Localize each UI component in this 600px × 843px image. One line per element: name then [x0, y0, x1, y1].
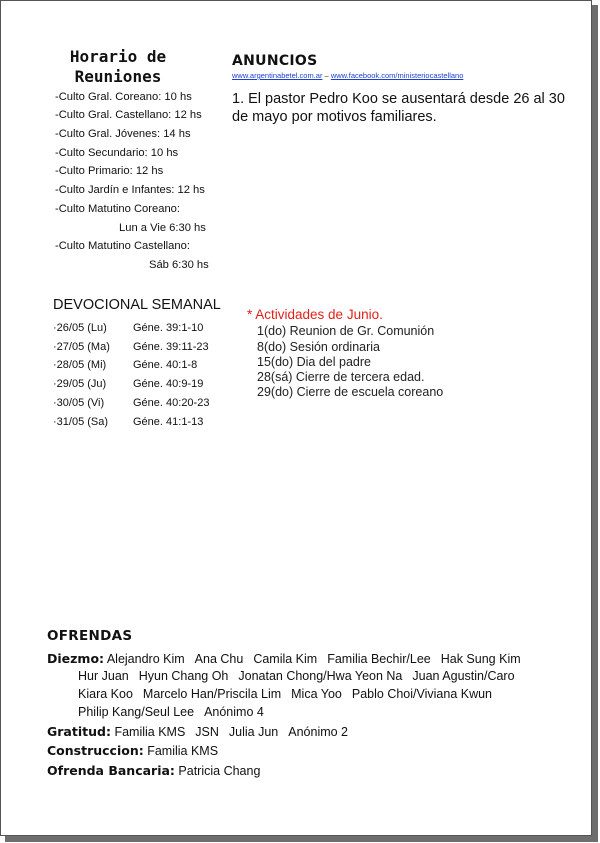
- devotional-title: DEVOCIONAL SEMANAL: [53, 297, 221, 313]
- activity-item: 8(do) Sesión ordinaria: [257, 340, 380, 354]
- devotional-date: ·29/05 (Ju): [53, 378, 107, 390]
- schedule-item: -Culto Matutino Castellano:: [55, 240, 190, 252]
- bancaria-line: [47, 763, 567, 778]
- offerings-title: OFRENDAS: [47, 628, 133, 644]
- donor-name: Hak Sung Kim: [440, 652, 521, 666]
- schedule-item: -Culto Matutino Coreano:: [55, 203, 180, 215]
- donor-name: Anónimo 4: [204, 705, 264, 719]
- schedule-item: -Culto Gral. Castellano: 12 hs: [55, 109, 202, 121]
- donor-name: Alejandro Kim: [106, 652, 185, 666]
- schedule-title-line2: Reuniones: [74, 67, 162, 86]
- donor-name: Mica Yoo: [291, 687, 342, 701]
- schedule-item: Lun a Vie 6:30 hs: [119, 222, 206, 234]
- schedule-title-line1: Horario de: [69, 47, 167, 66]
- gratitud-label: Gratitud:: [47, 724, 111, 739]
- donor-name: Philip Kang/Seul Lee: [78, 705, 195, 719]
- activity-item: 1(do) Reunion de Gr. Comunión: [257, 324, 435, 338]
- donor-name: Juan Agustin/Caro: [412, 669, 515, 683]
- diezmo-line: [47, 651, 567, 666]
- devotional-ref: Géne. 39:11-23: [133, 341, 209, 353]
- schedule-item: Sáb 6:30 hs: [149, 259, 209, 271]
- donor-name: Hur Juan: [78, 669, 129, 683]
- devotional-ref: Géne. 40:1-8: [133, 359, 198, 371]
- gratitud-line: [47, 724, 567, 739]
- link-separator: –: [322, 71, 331, 80]
- donor-name: Camila Kim: [253, 652, 318, 666]
- announcement-links: [232, 71, 463, 80]
- donor-name: Julia Jun: [228, 725, 279, 739]
- diezmo-line: [78, 669, 598, 683]
- devotional-date: ·27/05 (Ma): [53, 341, 110, 353]
- devotional-date: ·26/05 (Lu): [53, 322, 107, 334]
- donor-name: Hyun Chang Oh: [138, 669, 229, 683]
- page-shadow-bottom: [5, 836, 598, 842]
- activity-item: 29(do) Cierre de escuela coreano: [257, 385, 444, 399]
- donor-name: Kiara Koo: [78, 687, 133, 701]
- devotional-date: ·31/05 (Sa): [53, 416, 109, 428]
- donor-name: JSN: [195, 725, 219, 739]
- donor-name: Patricia Chang: [178, 764, 261, 778]
- website-link[interactable]: www.argentinabetel.com.ar: [232, 71, 323, 80]
- schedule-item: -Culto Jardín e Infantes: 12 hs: [55, 184, 205, 196]
- devotional-date: ·28/05 (Mi): [53, 359, 107, 371]
- donor-name: Familia Bechir/Lee: [327, 652, 431, 666]
- schedule-item: -Culto Primario: 12 hs: [55, 165, 164, 177]
- diezmo-line: [78, 705, 598, 719]
- diezmo-line: [78, 687, 598, 701]
- announcement-item: 1. El pastor Pedro Koo se ausentará desde 26 al 30 de mayo por motivos familiares.: [232, 91, 565, 125]
- devotional-ref: Géne. 40:20-23: [133, 397, 210, 409]
- donor-name: Anónimo 2: [288, 725, 349, 739]
- devotional-date: ·30/05 (Vi): [53, 397, 105, 409]
- activity-item: 15(do) Dia del padre: [257, 355, 371, 369]
- donor-name: Familia KMS: [114, 725, 186, 739]
- schedule-item: -Culto Gral. Jóvenes: 14 hs: [55, 128, 191, 140]
- schedule-item: -Culto Gral. Coreano: 10 hs: [55, 91, 192, 103]
- donor-name: Familia KMS: [147, 744, 219, 758]
- announcements-title: ANUNCIOS: [232, 53, 318, 69]
- devotional-ref: Géne. 40:9-19: [133, 378, 204, 390]
- schedule-item: -Culto Secundario: 10 hs: [55, 147, 179, 159]
- diezmo-label: Diezmo:: [47, 651, 105, 666]
- schedule-title: [53, 47, 183, 87]
- donor-name: Ana Chu: [194, 652, 244, 666]
- donor-name: Pablo Choi/Viviana Kwun: [351, 687, 493, 701]
- construccion-label: Construccion:: [47, 743, 144, 758]
- donor-name: Jonatan Chong/Hwa Yeon Na: [238, 669, 403, 683]
- bancaria-label: Ofrenda Bancaria:: [47, 763, 175, 778]
- devotional-ref: Géne. 39:1-10: [133, 322, 204, 334]
- facebook-link[interactable]: www.facebook.com/ministeriocastellano: [330, 71, 464, 80]
- activity-item: 28(sá) Cierre de tercera edad.: [257, 370, 425, 384]
- donor-name: Marcelo Han/Priscila Lim: [142, 687, 282, 701]
- activities-title: * Actividades de Junio.: [247, 307, 383, 322]
- devotional-ref: Géne. 41:1-13: [133, 416, 204, 428]
- construccion-line: [47, 743, 567, 758]
